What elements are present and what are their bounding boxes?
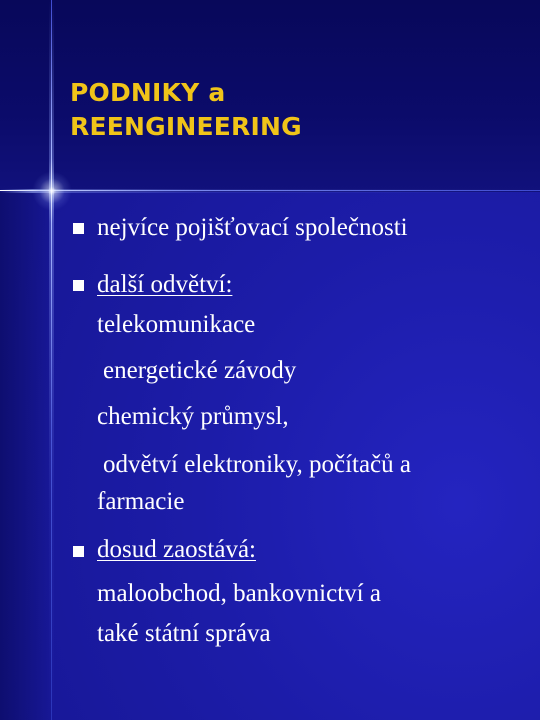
sub-item-farmacie: farmacie — [97, 488, 185, 515]
square-bullet-icon — [73, 280, 84, 291]
sub-item-statni-sprava: také státní správa — [97, 620, 271, 647]
sub-item-energeticke-zavody: energetické závody — [103, 357, 297, 384]
sub-item-telekomunikace: telekomunikace — [97, 311, 256, 338]
bullet-item-3: dosud zaostává: — [97, 536, 256, 563]
sub-item-odvetvi-elektroniky: odvětví elektroniky, počítačů a — [103, 451, 411, 478]
sub-item-chemicky-prumysl: chemický průmysl, — [97, 403, 289, 430]
sparkle-star-icon — [32, 171, 72, 211]
slide-body — [0, 213, 540, 683]
square-bullet-icon — [73, 546, 84, 557]
bullet-item-2: další odvětví: — [97, 271, 233, 298]
slide-title — [70, 76, 510, 144]
slide-title-line-1: PODNIKY a — [70, 78, 226, 107]
slide-title-line-2: REENGINEERING — [70, 112, 302, 141]
square-bullet-icon — [73, 223, 84, 234]
sub-item-maloobchod: maloobchod, bankovnictví a — [97, 580, 381, 607]
horizontal-accent-line — [0, 190, 540, 191]
bullet-item-1: nejvíce pojišťovací společnosti — [97, 214, 408, 241]
